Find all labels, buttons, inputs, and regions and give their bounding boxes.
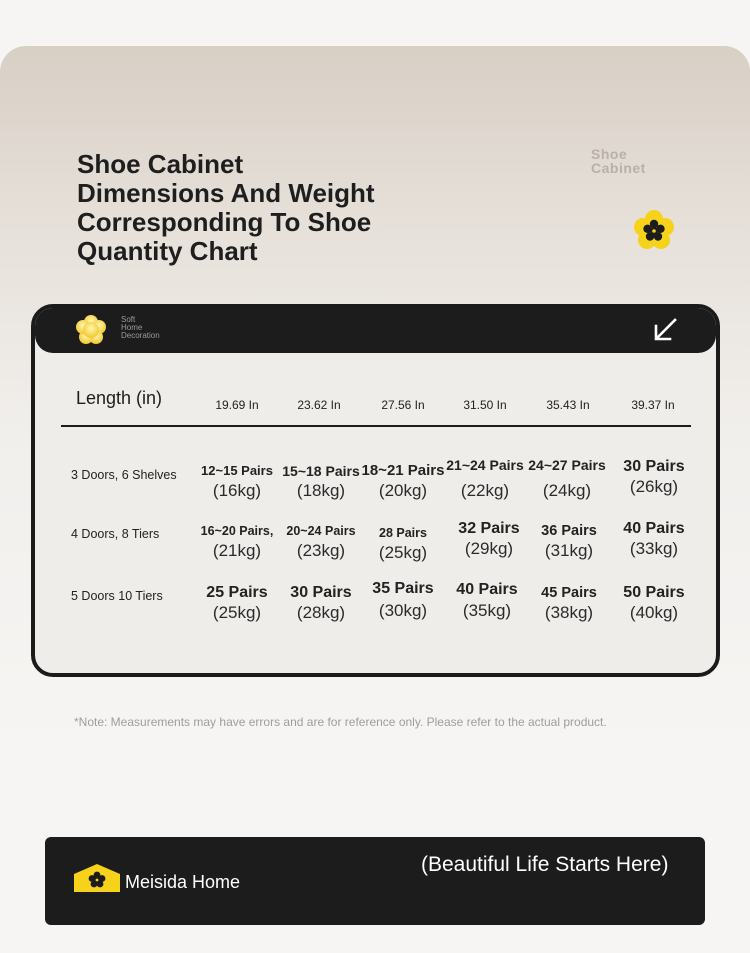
pairs-value: 30 Pairs [623,458,685,475]
row-label: 4 Doors, 8 Tiers [71,527,160,541]
page-title [77,150,397,266]
table-cell [353,524,453,564]
title-line-1: Shoe Cabinet [77,149,244,179]
pairs-value: 20~24 Pairs [286,524,356,538]
weight-value: (30kg) [378,601,428,620]
brand-slogan: (Beautiful Life Starts Here) [421,853,669,876]
weight-value: (25kg) [212,603,262,622]
house-flower-icon [74,864,120,892]
weight-value: (16kg) [212,481,262,500]
weight-value: (35kg) [462,601,512,620]
corner-brand-line-2: Cabinet [591,160,646,176]
pairs-value: 36 Pairs [541,523,597,539]
pairs-value: 32 Pairs [458,520,520,537]
weight-value: (33kg) [629,539,679,558]
table-cell [517,456,617,502]
row-label: 3 Doors, 6 Shelves [71,468,177,482]
corner-brand [591,147,646,175]
table-cell [604,520,704,560]
home-word: Home [121,323,143,332]
weight-value: (26kg) [629,477,679,496]
header-divider [61,425,691,427]
pairs-value: 40 Pairs [456,581,518,598]
column-header: 23.62 In [297,398,341,412]
column-header: 19.69 In [215,398,259,412]
flower-logo-icon [75,314,107,346]
title-line-2: Dimensions And Weight Corresponding To Shoe Quantity Chart [77,178,375,266]
disclaimer-note: *Note: Measurements may have errors and are for reference only. Please refer to the actual product. [74,715,607,729]
card-header [35,308,716,353]
row-label: 5 Doors 10 Tiers [71,589,163,603]
weight-value: (20kg) [378,481,428,500]
weight-value: (22kg) [460,481,510,500]
weight-value: (31kg) [544,541,594,560]
pairs-value: 35 Pairs [372,580,434,597]
pairs-value: 25 Pairs [206,584,268,601]
flower-icon [632,209,676,253]
footer-bar [45,837,705,925]
weight-value: (40kg) [629,603,679,622]
pairs-value: 40 Pairs [623,520,685,537]
brand-name: Meisida Home [125,872,241,892]
column-header: 31.50 In [463,398,507,412]
pairs-value: 45 Pairs [541,585,597,601]
pairs-value: 15~18 Pairs [282,463,360,479]
weight-value: (21kg) [212,541,262,560]
soft-home-decoration-text [121,316,160,340]
header-length: Length (in) [76,388,163,408]
arrow-down-left-icon [651,316,679,344]
pairs-value: 30 Pairs [290,584,352,601]
pairs-value: 12~15 Pairs [201,463,273,478]
weight-value: (29kg) [464,539,514,558]
pairs-value: 28 Pairs [379,526,427,540]
corner-brand-line-1: Shoe [591,146,628,162]
decoration-word: Decoration [121,331,160,340]
size-chart-card [31,304,720,677]
weight-value: (24kg) [542,481,592,500]
column-header: 35.43 In [546,398,590,412]
weight-value: (28kg) [296,603,346,622]
pairs-value: 50 Pairs [623,584,685,601]
weight-value: (23kg) [296,541,346,560]
column-header: 39.37 In [631,398,675,412]
soft-word: Soft [121,315,136,324]
pairs-value: 18~21 Pairs [361,462,445,479]
pairs-value: 21~24 Pairs [446,457,524,473]
weight-value: (38kg) [544,603,594,622]
weight-value: (18kg) [296,481,346,500]
weight-value: (25kg) [378,543,428,562]
pairs-value: 16~20 Pairs, [200,524,274,538]
pairs-value: 24~27 Pairs [528,457,606,473]
table-cell [604,584,704,624]
column-header: 27.56 In [381,398,425,412]
table-cell [604,458,704,498]
